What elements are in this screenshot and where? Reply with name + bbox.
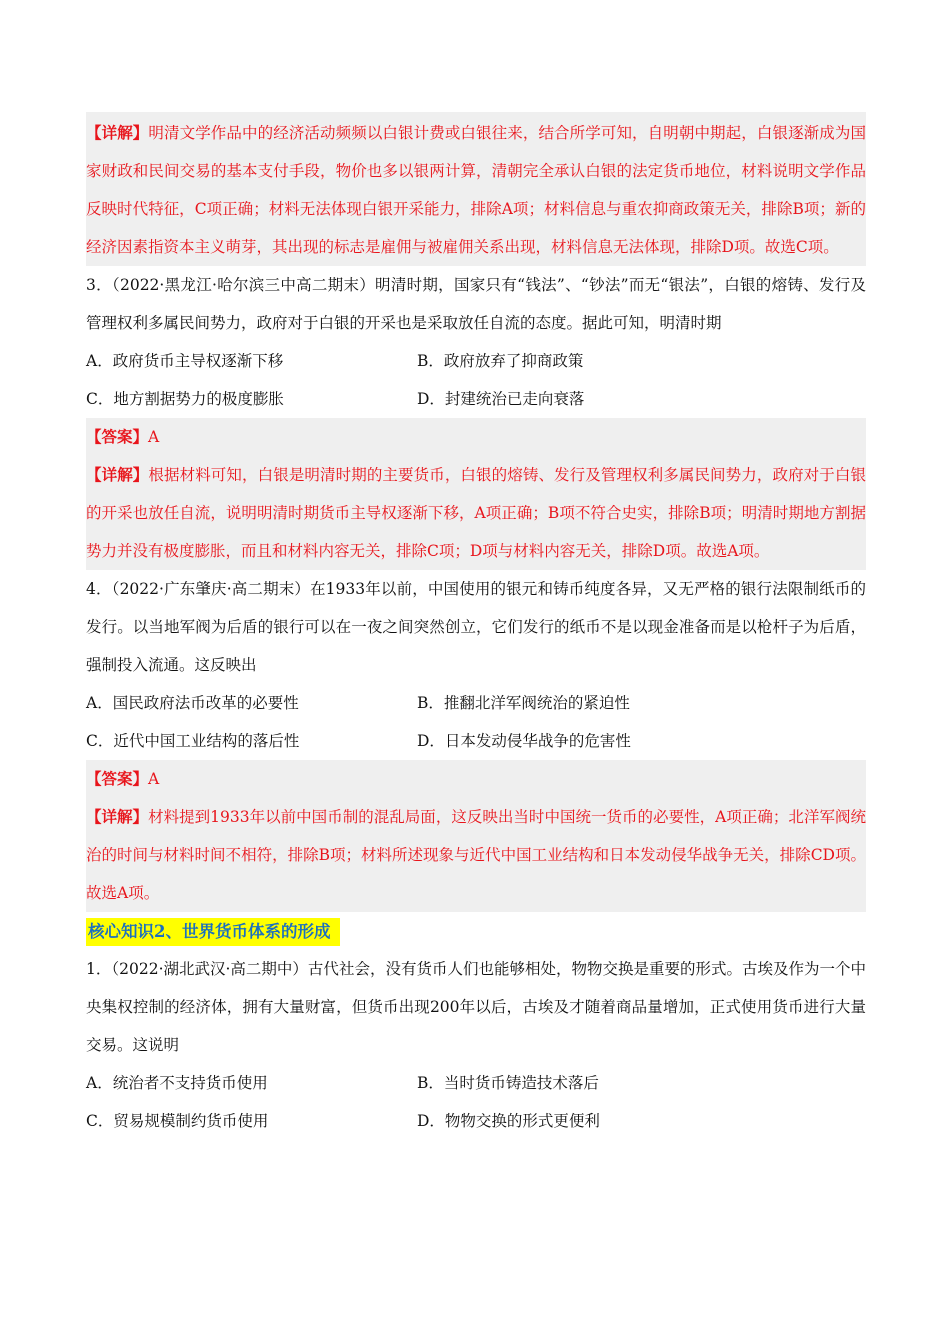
explanation-box-prev <box>86 112 866 266</box>
document-page <box>86 112 866 1140</box>
option-a: A．政府货币主导权逐渐下移 <box>86 352 284 370</box>
answer-label: 【答案】 <box>86 769 149 788</box>
option-d: D．日本发动侵华战争的危害性 <box>417 732 631 750</box>
explanation-text: 根据材料可知，白银是明清时期的主要货币，白银的熔铸、发行及管理权利多属民间势力，政府对于白银的开采也放任自流，说明明清时期货币主导权逐渐下移，A项正确；B项不符合史实，排除B项；明清时期地方割据势力并没有极度膨胀，而且和材料内容无关，排除C项；D项与材料内容无关，排除D项。故选A项。 <box>86 466 866 560</box>
explanation-text: 明清文学作品中的经济活动频频以白银计费或白银往来，结合所学可知，自明朝中期起，白银逐渐成为国家财政和民间交易的基本支付手段，物价也多以银两计算，清朝完全承认白银的法定货币地位，材料说明文学作品反映时代特征，C项正确；材料无法体现白银开采能力，排除A项；材料信息与重农抑商政策无关，排除B项；新的经济因素指资本主义萌芽，其出现的标志是雇佣与被雇佣关系出现，材料信息无法体现，排除D项。故选C项。 <box>86 124 866 256</box>
question-3 <box>86 266 866 570</box>
option-d: D．物物交换的形式更便利 <box>417 1112 600 1130</box>
answer-label: 【答案】 <box>86 427 149 446</box>
options-row-2 <box>86 1102 866 1140</box>
explanation-label: 【详解】 <box>86 807 149 826</box>
answer-box <box>86 418 866 570</box>
answer-value: A <box>148 770 160 788</box>
explanation-label: 【详解】 <box>86 465 149 484</box>
explanation-paragraph <box>86 456 866 570</box>
question-stem: 1．（2022·湖北武汉·高二期中）古代社会，没有货币人们也能够相处，物物交换是重要的形式。古埃及作为一个中央集权控制的经济体，拥有大量财富，但货币出现200年以后，古埃及才随着商品量增加，正式使用货币进行大量交易。这说明 <box>86 960 866 1054</box>
answer-value: A <box>148 428 160 446</box>
options-row-1 <box>86 1064 866 1102</box>
question-stem: 4．（2022·广东肇庆·高二期末）在1933年以前，中国使用的银元和铸币纯度各异，又无严格的银行法限制纸币的发行。以当地军阀为后盾的银行可以在一夜之间突然创立，它们发行的纸币不是以现金准备而是以枪杆子为后盾，强制投入流通。这反映出 <box>86 580 866 674</box>
options-row-1 <box>86 684 866 722</box>
option-d: D．封建统治已走向衰落 <box>417 390 585 408</box>
explanation-label: 【详解】 <box>86 123 149 142</box>
option-a: A．统治者不支持货币使用 <box>86 1074 268 1092</box>
question-4 <box>86 570 866 912</box>
option-b: B．当时货币铸造技术落后 <box>417 1074 599 1092</box>
options-row-2 <box>86 722 866 760</box>
question-stem: 3．（2022·黑龙江·哈尔滨三中高二期末）明清时期，国家只有“钱法”、“钞法”而无“银法”，白银的熔铸、发行及管理权利多属民间势力，政府对于白银的开采也是采取放任自流的态度。据此可知，明清时期 <box>86 276 866 332</box>
option-b: B．政府放弃了抑商政策 <box>417 352 584 370</box>
option-b: B．推翻北洋军阀统治的紧迫性 <box>417 694 630 712</box>
answer-line <box>86 418 866 456</box>
question-1 <box>86 950 866 1140</box>
options-row-2 <box>86 380 866 418</box>
explanation-paragraph <box>86 798 866 912</box>
option-c: C．近代中国工业结构的落后性 <box>86 732 300 750</box>
option-c: C．贸易规模制约货币使用 <box>86 1112 269 1130</box>
explanation-text: 材料提到1933年以前中国币制的混乱局面，这反映出当时中国统一货币的必要性，A项正确；北洋军阀统治的时间与材料时间不相符，排除B项；材料所述现象与近代中国工业结构和日本发动侵华战争无关，排除CD项。故选A项。 <box>86 808 866 902</box>
option-c: C．地方割据势力的极度膨胀 <box>86 390 284 408</box>
section-heading: 核心知识2、世界货币体系的形成 <box>86 918 340 946</box>
explanation-paragraph <box>86 114 866 266</box>
section-heading-wrap <box>86 912 866 950</box>
answer-line <box>86 760 866 798</box>
options-row-1 <box>86 342 866 380</box>
answer-box <box>86 760 866 912</box>
option-a: A．国民政府法币改革的必要性 <box>86 694 299 712</box>
